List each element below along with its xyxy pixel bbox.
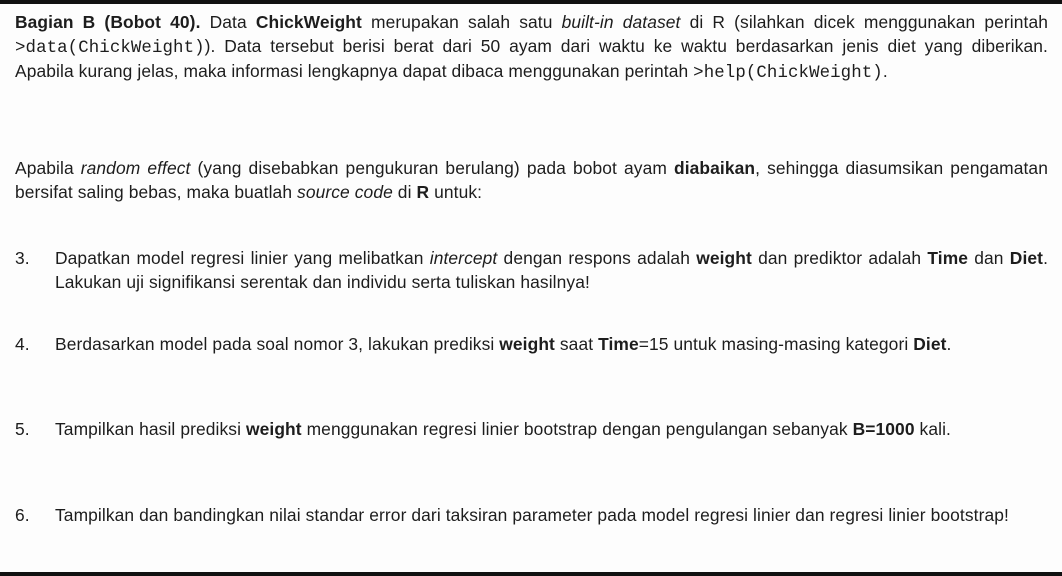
data-command: >data(ChickWeight) bbox=[15, 38, 205, 58]
question-text-part: =15 untuk masing-masing kategori bbox=[638, 334, 914, 354]
time-term: Time bbox=[598, 334, 639, 354]
question-3 bbox=[15, 247, 1048, 294]
question-text-part: Dapatkan model regresi linier yang melibatkan bbox=[55, 248, 430, 268]
assumption-text: (yang disebabkan pengukuran berulang) pada bobot ayam bbox=[190, 158, 674, 178]
question-5 bbox=[15, 418, 1048, 442]
assumption-text: , sehingga diasumsikan pengamatan bersifat saling bebas, maka buatlah bbox=[15, 158, 1048, 202]
diet-term: Diet bbox=[913, 334, 947, 354]
time-term: Time bbox=[927, 248, 969, 268]
question-text-part: menggunakan regresi linier bootstrap dengan pengulangan sebanyak bbox=[301, 419, 853, 439]
intro-text: merupakan salah satu bbox=[361, 12, 562, 32]
weight-term: weight bbox=[245, 419, 302, 439]
builtin-term: built-in bbox=[561, 12, 614, 32]
question-number: 6. bbox=[15, 505, 30, 525]
question-text bbox=[55, 504, 1048, 528]
question-text-part: dan prediktor adalah bbox=[751, 248, 928, 268]
question-text-part: Berdasarkan model pada soal nomor 3, lakukan prediksi bbox=[55, 334, 500, 354]
question-number: 3. bbox=[15, 248, 30, 268]
bootstrap-count-term: B=1000 bbox=[852, 419, 915, 439]
dataset-term: dataset bbox=[622, 12, 681, 32]
question-text bbox=[55, 333, 1048, 357]
assumption-paragraph bbox=[15, 157, 1048, 204]
random-effect-term: random effect bbox=[80, 158, 191, 178]
question-text-part: dengan respons adalah bbox=[497, 248, 697, 268]
weight-term: weight bbox=[499, 334, 555, 354]
question-text-part: . Lakukan uji signifikansi serentak dan individu serta tuliskan hasilnya! bbox=[55, 248, 1048, 292]
assumption-text: untuk: bbox=[429, 181, 483, 202]
diet-term: Diet bbox=[1009, 248, 1044, 268]
question-text-part: kali. bbox=[914, 419, 951, 439]
question-text-part: . bbox=[946, 334, 952, 354]
question-6 bbox=[15, 504, 1048, 528]
intro-text: . bbox=[882, 61, 888, 81]
question-text bbox=[55, 247, 1048, 294]
intercept-term: intercept bbox=[429, 248, 498, 268]
question-4 bbox=[15, 333, 1048, 357]
question-number: 5. bbox=[15, 419, 30, 439]
weight-term: weight bbox=[696, 248, 752, 268]
question-text-part: dan bbox=[968, 248, 1010, 268]
section-heading: Bagian B (Bobot 40). bbox=[15, 12, 201, 32]
assumption-text: Apabila bbox=[15, 158, 81, 178]
question-number: 4. bbox=[15, 334, 30, 354]
question-text-part: Tampilkan hasil prediksi bbox=[55, 419, 246, 439]
ignored-term: diabaikan bbox=[673, 158, 756, 178]
question-text-part: saat bbox=[554, 334, 599, 354]
source-code-term: source code bbox=[297, 181, 393, 202]
intro-text: Data bbox=[200, 12, 256, 32]
r-term: R bbox=[416, 181, 430, 202]
assumption-text: di bbox=[392, 181, 417, 202]
intro-paragraph bbox=[15, 11, 1048, 86]
intro-text: ). Data tersebut berisi berat dari 50 ayam dari waktu ke waktu berdasarkan jenis diet yang diberikan. Apabila kurang jelas, maka informasi lengkapnya dapat dibaca menggunakan perintah bbox=[15, 35, 1048, 81]
dataset-name: ChickWeight bbox=[255, 12, 362, 32]
intro-text: di R (silahkan dicek menggunakan perintah bbox=[680, 12, 1049, 32]
help-command: >help(ChickWeight) bbox=[693, 64, 883, 83]
intro-text bbox=[614, 12, 623, 32]
question-text-part: Tampilkan dan bandingkan nilai standar error dari taksiran parameter pada model regresi linier dan regresi linier bootstrap! bbox=[55, 505, 1009, 525]
question-text bbox=[55, 418, 1048, 442]
